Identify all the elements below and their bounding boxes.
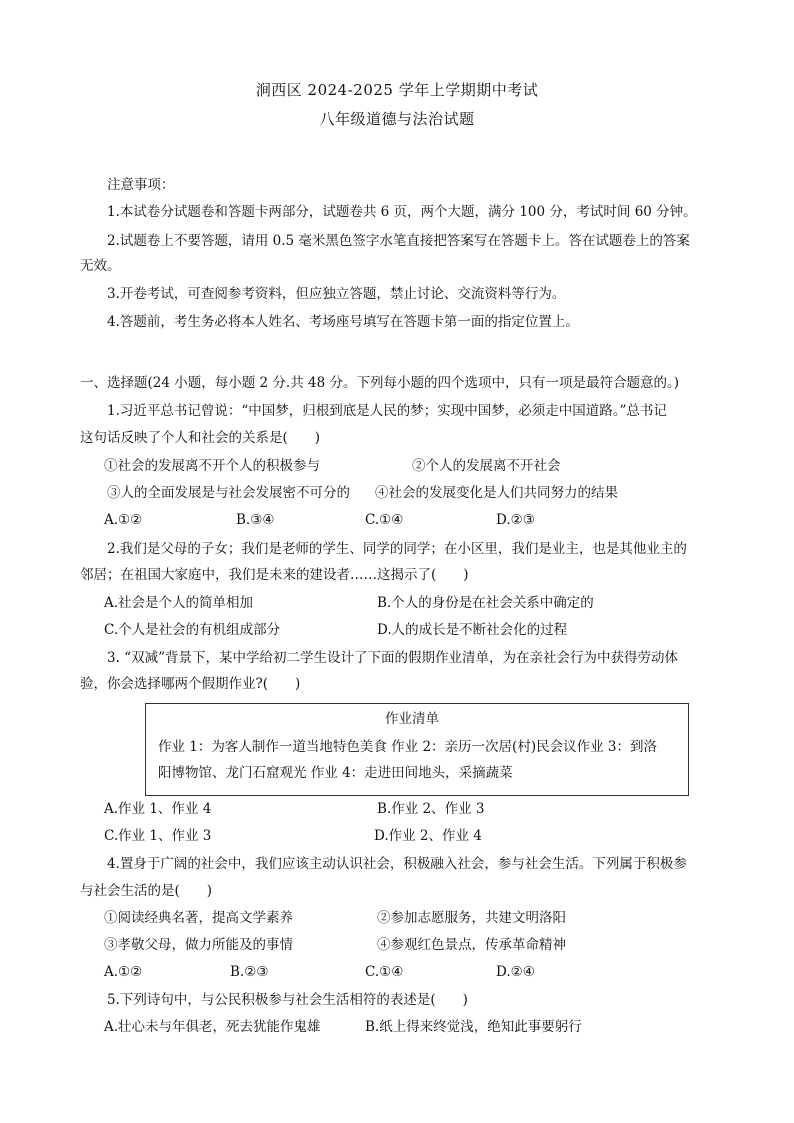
q2-option-a[interactable]: A.社会是个人的简单相加: [104, 595, 254, 611]
q3-option-c[interactable]: C.作业 1、作业 3: [104, 828, 212, 844]
q2-stem-line-1: 2.我们是父母的子女；我们是老师的学生、同学的同学；在小区里，我们是业主，也是其他业主的: [107, 541, 687, 557]
exam-title: 涧西区 2024-2025 学年上学期期中考试: [255, 81, 539, 99]
q2-stem-line-2: 邻居；在祖国大家庭中，我们是未来的建设者……这揭示了( ): [80, 567, 469, 583]
q3-stem-line-2: 验，你会选择哪两个假期作业?( ): [80, 676, 301, 692]
q1-option-c[interactable]: C.①④: [365, 512, 404, 528]
q3-option-a[interactable]: A.作业 1、作业 4: [104, 801, 212, 817]
q4-stem-line-2: 与社会生活的是( ): [80, 883, 213, 899]
q2-option-c[interactable]: C.个人是社会的有机组成部分: [104, 622, 281, 638]
q1-option-b[interactable]: B.③④: [236, 512, 275, 528]
q2-option-d[interactable]: D.人的成长是不断社会化的过程: [377, 622, 568, 638]
q1-stem-line-1: 1.习近平总书记曾说：“中国梦，归根到底是人民的梦；实现中国梦，必须走中国道路。”总书记: [107, 403, 667, 419]
q5-option-a[interactable]: A.壮心未与年俱老，死去犹能作鬼雄: [104, 1019, 321, 1035]
notice-item-3: 3.开卷考试，可查阅参考资料，但应独立答题，禁止讨论、交流资料等行为。: [107, 286, 566, 302]
q1-statement-3: ③人的全面发展是与社会发展密不可分的: [107, 485, 350, 501]
section-heading: 一、选择题(24 小题，每小题 2 分.共 48 分。下列每小题的四个选项中，只有一项是最符合题意的。): [80, 375, 679, 391]
q4-option-b[interactable]: B.②③: [230, 964, 269, 980]
q1-stem-line-2: 这句话反映了个人和社会的关系是( ): [80, 430, 321, 446]
q4-stem-line-1: 4.置身于广阔的社会中，我们应该主动认识社会，积极融入社会，参与社会生活。下列属于积极参: [107, 856, 687, 872]
q1-statement-1: ①社会的发展离不开个人的积极参与: [104, 458, 320, 474]
q5-stem: 5.下列诗句中，与公民积极参与社会生活相符的表述是( ): [107, 992, 468, 1008]
notice-heading: 注意事项：: [107, 177, 175, 193]
q4-option-a[interactable]: A.①②: [104, 964, 143, 980]
q1-option-d[interactable]: D.②③: [496, 512, 535, 528]
q3-option-d[interactable]: D.作业 2、作业 4: [374, 828, 482, 844]
homework-list-line-2: 阳博物馆、龙门石窟观光 作业 4：走进田间地头，采摘蔬菜: [158, 765, 513, 781]
q4-statement-3: ③孝敬父母，做力所能及的事情: [104, 937, 293, 953]
notice-item-4: 4.答题前，考生务必将本人姓名、考场座号填写在答题卡第一面的指定位置上。: [107, 314, 579, 330]
q2-option-b[interactable]: B.个人的身份是在社会关系中确定的: [377, 595, 594, 611]
homework-list-line-1: 作业 1：为客人制作一道当地特色美食 作业 2：亲历一次居(村)民会议作业 3：到洛: [158, 739, 657, 755]
q3-stem-line-1: 3. “双减”背景下，某中学给初二学生设计了下面的假期作业清单，为在亲社会行为中获得劳动体: [107, 650, 678, 666]
notice-item-1: 1.本试卷分试题卷和答题卡两部分，试题卷共 6 页，两个大题，满分 100 分，考试时间 60 分钟。: [107, 204, 697, 220]
q4-statement-2: ②参加志愿服务，共建文明洛阳: [377, 910, 566, 926]
q4-statement-1: ①阅读经典名著，提高文学素养: [104, 910, 293, 926]
q4-option-d[interactable]: D.②④: [496, 964, 535, 980]
homework-list-title: 作业清单: [385, 711, 439, 727]
q1-statement-2: ②个人的发展离不开社会: [412, 458, 561, 474]
notice-item-2-line-2: 无效。: [80, 258, 121, 274]
q4-option-c[interactable]: C.①④: [365, 964, 404, 980]
q4-statement-4: ④参观红色景点，传承革命精神: [377, 937, 566, 953]
q5-option-b[interactable]: B.纸上得来终觉浅，绝知此事要躬行: [365, 1019, 582, 1035]
q1-statement-4: ④社会的发展变化是人们共同努力的结果: [375, 485, 618, 501]
exam-subtitle: 八年级道德与法治试题: [319, 110, 475, 128]
q1-option-a[interactable]: A.①②: [104, 512, 143, 528]
q3-option-b[interactable]: B.作业 2、作业 3: [377, 801, 485, 817]
notice-item-2-line-1: 2.试题卷上不要答题，请用 0.5 毫米黑色签字水笔直接把答案写在答题卡上。答在试题卷上的答案: [107, 233, 690, 249]
